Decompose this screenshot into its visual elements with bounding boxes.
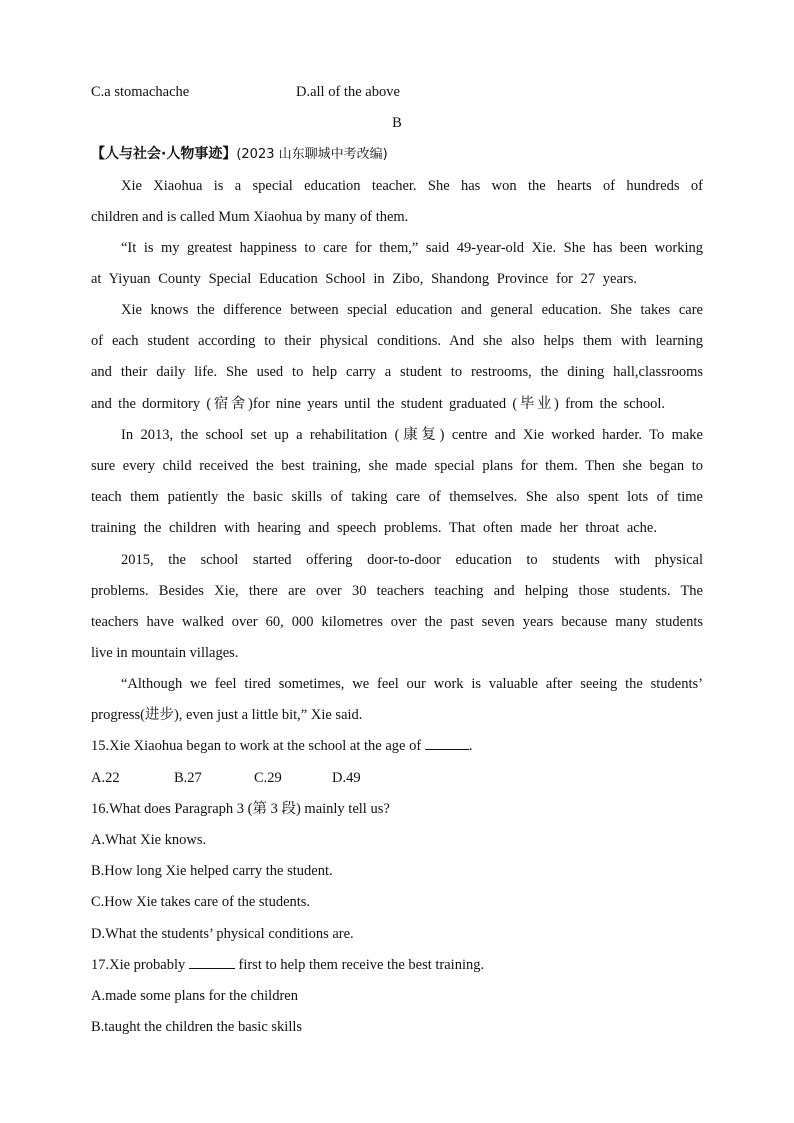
passage-line: teachers have walked over 60, 000 kilometres over the past seven years because many students: [91, 614, 703, 630]
passage-line: Xie Xiaohua is a special education teacher. She has won the hearts of hundreds of: [121, 178, 703, 194]
question-15-option-b: B.27: [174, 770, 202, 786]
passage-line: and the dormitory (宿舍)for nine years until the student graduated (毕业) from the school.: [91, 396, 665, 412]
section-letter: B: [392, 115, 402, 131]
question-16-option-a: A.What Xie knows.: [91, 832, 207, 848]
passage-line: live in mountain villages.: [91, 645, 239, 661]
passage-line: In 2013, the school set up a rehabilitation (康复) centre and Xie worked harder. To make: [121, 427, 703, 443]
question-16-option-d: D.What the students’ physical conditions are.: [91, 926, 354, 942]
question-17-option-b: B.taught the children the basic skills: [91, 1019, 303, 1035]
passage-line: problems. Besides Xie, there are over 30 teachers teaching and helping those students. The: [91, 583, 703, 599]
section-heading: [91, 144, 703, 164]
prev-option-c: C.a stomachache: [91, 84, 190, 100]
heading-tag: 【人与社会·人物事迹】: [91, 146, 237, 162]
passage-line: training the children with hearing and speech problems. That often made her throat ache.: [91, 520, 657, 536]
question-15-text: 15.Xie Xiaohua began to work at the school at the age of: [91, 738, 425, 754]
passage-line: “It is my greatest happiness to care for them,” said 49-year-old Xie. She has been working: [121, 240, 703, 256]
passage-line: of each student according to their physical conditions. And she also helps them with learning: [91, 333, 703, 349]
question-15-option-d: D.49: [332, 770, 361, 786]
passage-line: children and is called Mum Xiaohua by many of them.: [91, 209, 409, 225]
question-17-text: 17.Xie probably: [91, 957, 189, 973]
question-17-end: first to help them receive the best training.: [234, 957, 485, 973]
answer-blank: [189, 956, 235, 969]
answer-blank: [425, 737, 469, 750]
passage-line: progress(进步), even just a little bit,” Xie said.: [91, 707, 363, 723]
prev-option-d: D.all of the above: [296, 84, 400, 100]
passage-line: Xie knows the difference between special education and general education. She takes care: [121, 302, 703, 318]
passage-line: and their daily life. She used to help carry a student to restrooms, the dining hall,classrooms: [91, 364, 703, 380]
passage-line: 2015, the school started offering door-to-door education to students with physical: [121, 552, 703, 568]
question-17-option-a: A.made some plans for the children: [91, 988, 298, 1004]
question-15-stem: [91, 736, 703, 756]
passage-line: sure every child received the best training, she made special plans for them. Then she began to: [91, 458, 703, 474]
question-15-option-a: A.22: [91, 770, 120, 786]
passage-line: teach them patiently the basic skills of taking care of themselves. She also spent lots of time: [91, 489, 703, 505]
passage-line: at Yiyuan County Special Education School in Zibo, Shandong Province for 27 years.: [91, 271, 637, 287]
question-16-stem: 16.What does Paragraph 3 (第 3 段) mainly tell us?: [91, 801, 390, 817]
question-16-option-b: B.How long Xie helped carry the student.: [91, 863, 333, 879]
question-16-option-c: C.How Xie takes care of the students.: [91, 894, 311, 910]
question-15-end: .: [468, 738, 473, 754]
passage-line: “Although we feel tired sometimes, we feel our work is valuable after seeing the students’: [121, 676, 703, 692]
heading-source: (2023 山东聊城中考改编): [236, 147, 388, 162]
question-17-stem: [91, 955, 703, 975]
question-15-option-c: C.29: [254, 770, 282, 786]
